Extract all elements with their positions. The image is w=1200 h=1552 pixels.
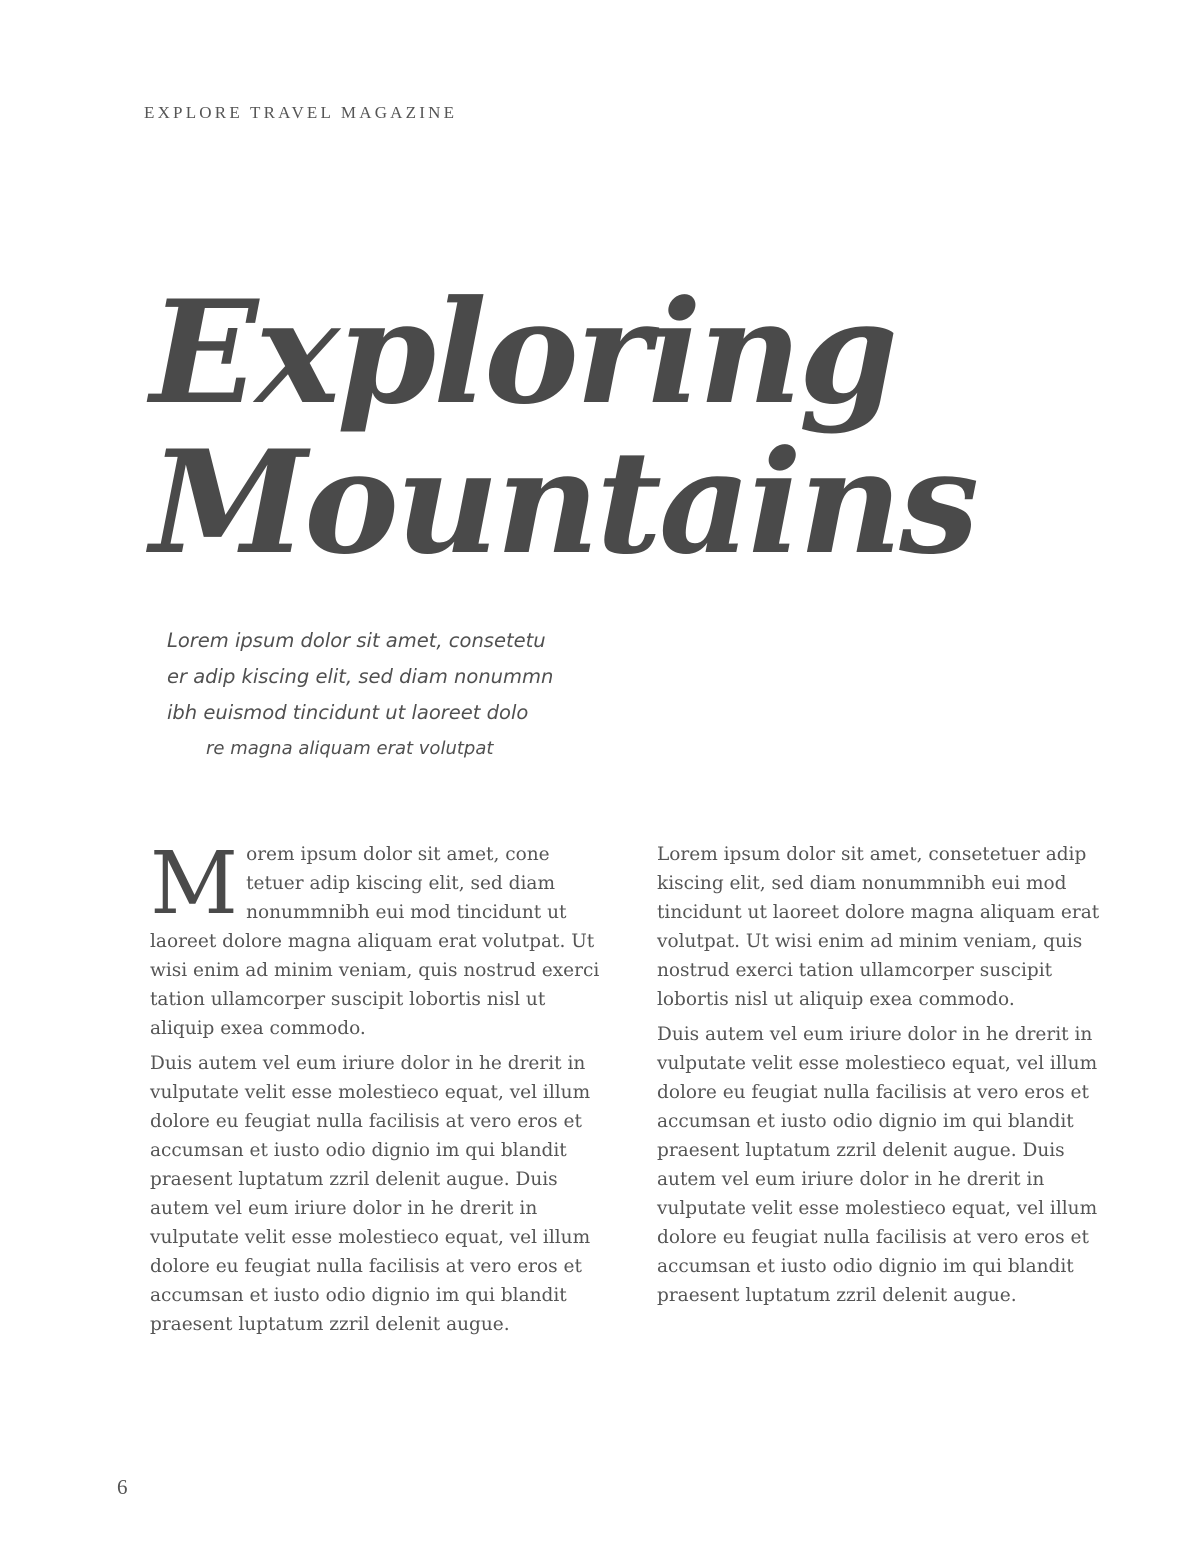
body-paragraph bbox=[150, 834, 610, 1043]
body-column-right bbox=[657, 840, 1117, 1316]
intro-line: er adip kiscing elit, sed diam nonummn bbox=[167, 665, 554, 688]
article-title-line-2: Mountains bbox=[150, 420, 977, 586]
body-paragraph: Lorem ipsum dolor sit amet, consetetuer adip kiscing elit, sed diam nonummnibh eui mod tincidunt ut laoreet dolore magna aliquam erat volutpat. Ut wisi enim ad minim veniam, quis nostrud exerci tation ullamcorper suscipit lobortis nisl ut aliquip exea commodo. bbox=[657, 844, 1100, 1010]
body-paragraph: Duis autem vel eum iriure dolor in he drerit in vulputate velit esse molestieco equat, vel illum dolore eu feugiat nulla facilisis at vero eros et accumsan et iusto odio dignio im qui blandit praesent luptatum zzril delenit augue. Duis autem vel eum iriure dolor in he drerit in vulputate velit esse molestieco equat, vel illum dolore eu feugiat nulla facilisis at vero eros et accumsan et iusto odio dignio im qui blandit praesent luptatum zzril delenit augue. bbox=[657, 1024, 1098, 1306]
paragraph-text: orem ipsum dolor sit amet, cone tetuer adip kiscing elit, sed diam nonummnibh eui mod tincidunt ut laoreet dolore magna aliquam erat volutpat. Ut wisi enim ad minim veniam, quis nostrud exerci tation ullamcorper suscipit lobortis nisl ut aliquip exea commodo. bbox=[150, 844, 600, 1039]
intro-line: Lorem ipsum dolor sit amet, consetetu bbox=[167, 629, 546, 652]
article-title-line-1: Exploring bbox=[150, 270, 896, 436]
body-column-left bbox=[150, 834, 610, 1345]
intro-line: re magna aliquam erat volutpat bbox=[206, 738, 494, 759]
article-intro bbox=[167, 623, 607, 767]
page-number: 6 bbox=[117, 1475, 128, 1499]
drop-cap: M bbox=[150, 834, 239, 934]
article-title bbox=[150, 270, 977, 586]
body-paragraph: Duis autem vel eum iriure dolor in he drerit in vulputate velit esse molestieco equat, vel illum dolore eu feugiat nulla facilisis at vero eros et accumsan et iusto odio dignio im qui blandit praesent luptatum zzril delenit augue. Duis autem vel eum iriure dolor in he drerit in vulputate velit esse molestieco equat, vel illum dolore eu feugiat nulla facilisis at vero eros et accumsan et iusto odio dignio im qui blandit praesent luptatum zzril delenit augue. bbox=[150, 1053, 591, 1335]
intro-line: ibh euismod tincidunt ut laoreet dolo bbox=[167, 701, 529, 724]
publication-name: EXPLORE TRAVEL MAGAZINE bbox=[144, 103, 458, 122]
